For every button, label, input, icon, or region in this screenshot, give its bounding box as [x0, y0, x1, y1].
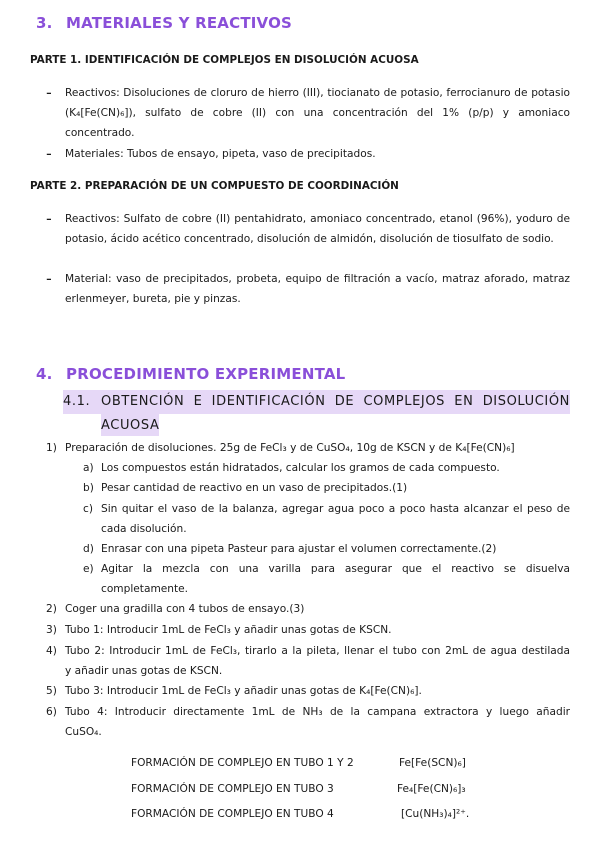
- section4-number: 4.: [36, 365, 53, 383]
- complex-label: FORMACIÓN DE COMPLEJO EN TUBO 4: [131, 808, 334, 820]
- subsection-heading-bg-2: [101, 414, 159, 436]
- part2-item-material: Material: vaso de precipitados, probeta, equipo de filtración a vacío, matraz aforado, matraz erlenmeyer, bureta, pie y pinzas.: [65, 273, 570, 305]
- part1-title: PARTE 1. IDENTIFICACIÓN DE COMPLEJOS EN DISOLUCIÓN ACUOSA: [30, 54, 419, 66]
- step-text: Coger una gradilla con 4 tubos de ensayo.(3): [65, 603, 305, 615]
- section3-number: 3.: [36, 14, 53, 32]
- substep-text-line1: Sin quitar el vaso de la balanza, agregar agua poco a poco hasta alcanzar el peso de: [101, 503, 570, 515]
- part1-item-reactivos: Reactivos: Disoluciones de cloruro de hierro (III), tiocianato de potasio, ferrocianuro de potasio (K₄[Fe(CN)₆]), sulfato de cobre (II) con una concentración del 1% (p/p) y amoniaco concentrado.: [65, 87, 570, 139]
- step-text-line1: Tubo 4: Introducir directamente 1mL de NH₃ de la campana extractora y luego añadir: [65, 706, 570, 718]
- part1-item-materiales: Materiales: Tubos de ensayo, pipeta, vaso de precipitados.: [65, 148, 376, 160]
- subsection-number: 4.1.: [63, 394, 91, 409]
- section3-heading: [36, 14, 292, 32]
- substep-letter: b): [83, 482, 94, 494]
- bullet-dash: -: [46, 269, 52, 288]
- section3-title: MATERIALES Y REACTIVOS: [66, 14, 293, 32]
- complex-formula: Fe[Fe(SCN)₆]: [399, 757, 466, 769]
- complex-label: FORMACIÓN DE COMPLEJO EN TUBO 1 Y 2: [131, 757, 354, 769]
- subsection-heading-bg: [63, 390, 570, 414]
- substep-text: Los compuestos están hidratados, calcular los gramos de cada compuesto.: [101, 462, 500, 474]
- substep-letter: c): [83, 503, 93, 515]
- bullet-dash: -: [46, 144, 52, 163]
- substep-text-line2: cada disolución.: [101, 523, 187, 535]
- step-number: 6): [46, 706, 57, 718]
- substep-text-line2: completamente.: [101, 583, 189, 595]
- subsection-title-line2: ACUOSA: [101, 418, 160, 433]
- step-text-line2: y añadir unas gotas de KSCN.: [65, 665, 223, 677]
- substep-letter: a): [83, 462, 94, 474]
- step-number: 2): [46, 603, 57, 615]
- part2-item-reactivos: Reactivos: Sulfato de cobre (II) pentahidrato, amoniaco concentrado, etanol (96%), yoduro de potasio, ácido acético concentrado, disolución de almidón, disolución de tiosulfato de sodio.: [65, 213, 570, 245]
- section4-heading: [36, 365, 345, 383]
- complex-label: FORMACIÓN DE COMPLEJO EN TUBO 3: [131, 783, 334, 795]
- step-number: 3): [46, 624, 57, 636]
- subsection-title-line1: OBTENCIÓN E IDENTIFICACIÓN DE COMPLEJOS EN DISOLUCIÓN: [101, 394, 570, 409]
- step-text-line1: Tubo 2: Introducir 1mL de FeCl₃, tirarlo a la pileta, llenar el tubo con 2mL de agua destilada: [65, 645, 570, 657]
- substep-text: Pesar cantidad de reactivo en un vaso de precipitados.(1): [101, 482, 408, 494]
- complex-formula: Fe₄[Fe(CN)₆]₃: [397, 783, 466, 795]
- complex-formula: [Cu(NH₃)₄]²⁺.: [401, 808, 470, 820]
- step-text-line2: CuSO₄.: [65, 726, 102, 738]
- part2-title: PARTE 2. PREPARACIÓN DE UN COMPUESTO DE COORDINACIÓN: [30, 180, 399, 192]
- substep-letter: d): [83, 543, 94, 555]
- step-text: Preparación de disoluciones. 25g de FeCl₃ y de CuSO₄, 10g de KSCN y de K₄[Fe(CN)₆]: [65, 442, 515, 454]
- step-number: 1): [46, 442, 57, 454]
- step-number: 5): [46, 685, 57, 697]
- step-text: Tubo 3: Introducir 1mL de FeCl₃ y añadir unas gotas de K₄[Fe(CN)₆].: [65, 685, 422, 697]
- bullet-dash: -: [46, 209, 52, 228]
- step-text: Tubo 1: Introducir 1mL de FeCl₃ y añadir unas gotas de KSCN.: [65, 624, 392, 636]
- substep-letter: e): [83, 563, 94, 575]
- substep-text-line1: Agitar la mezcla con una varilla para asegurar que el reactivo se disuelva: [101, 563, 570, 575]
- bullet-dash: -: [46, 83, 52, 102]
- substep-text: Enrasar con una pipeta Pasteur para ajustar el volumen correctamente.(2): [101, 543, 497, 555]
- step-number: 4): [46, 645, 57, 657]
- section4-title: PROCEDIMIENTO EXPERIMENTAL: [66, 365, 346, 383]
